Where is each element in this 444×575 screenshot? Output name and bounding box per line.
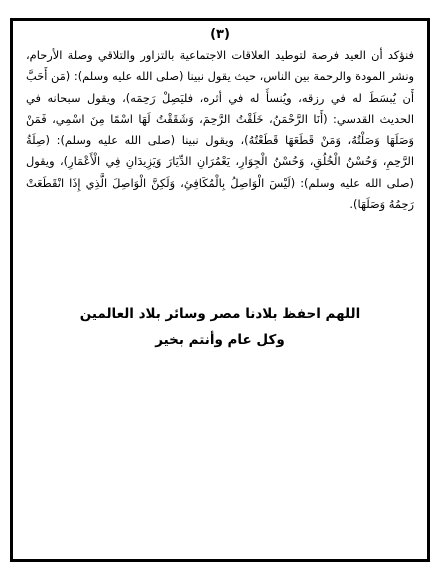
closing-line-prayer: اللهم احفظ بلادنا مصر وسائر بلاد العالمين xyxy=(79,306,361,322)
closing-prayer xyxy=(13,301,427,353)
page-border xyxy=(10,18,430,562)
body-paragraph: فنؤكد أن العيد فرصة لتوطيد العلاقات الاجتماعية بالتزاور والتلاقي وصلة الأرحام، ونشر المودة والرحمة بين الناس، حيث يقول نبينا (صلى الله عليه وسلم): (مَن أَحَبَّ أَن يُبسَطَ له في رزقه، ويُنسأَ له في أثره، فليَصِلْ رَحِمَه)، ويقول سبحانه في الحديث القدسي: (أَنَا الرَّحْمَنُ، خَلَقْتُ الرَّحِمَ، وَشَقَقْتُ لَهَا اسْمًا مِنَ اسْمِي، فَمَنْ وَصَلَهَا وَصَلْتُهُ، وَمَنْ قَطَعَهَا قَطَعْتُهُ)، ويقول نبينا (صلى الله عليه وسلم): (صِلَةُ الرَّحِمِ، وَحُسْنُ الْخُلُقِ، وَحُسْنُ الْجِوَارِ، يَعْمُرَانِ الدِّيَارَ وَيَزِيدَانِ فِي الْأَعْمَارِ)، ويقول (صلى الله عليه وسلم): (لَيْسَ الْوَاصِلُ بِالْمُكَافِئِ، وَلَكِنَّ الْوَاصِلَ الَّذِي إِذَا انْقَطَعَتْ رَحِمُهُ وَصَلَهَا). xyxy=(26,48,414,212)
page-number: (٣) xyxy=(210,27,230,42)
body-text xyxy=(26,45,414,215)
closing-line-greeting: وكل عام وأنتم بخير xyxy=(155,332,285,348)
